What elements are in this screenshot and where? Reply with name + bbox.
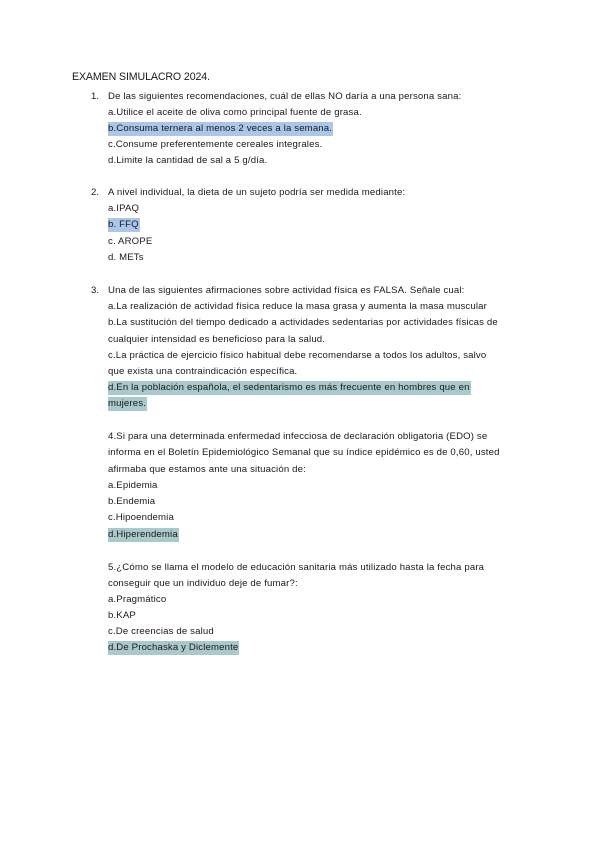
question-number: 2. <box>91 187 100 198</box>
option-highlighted: b. FFQ <box>108 219 139 230</box>
option-highlighted: d.Hiperendemia <box>108 529 178 540</box>
option: b.La sustitución del tiempo dedicado a actividades sedentarias por actividades físicas de <box>108 317 498 328</box>
option: b.Endemia <box>108 496 156 507</box>
option-highlighted: d.En la población española, el sedentarismo es más frecuente en hombres que en <box>108 382 470 393</box>
option: d.Limite la cantidad de sal a 5 g/día. <box>108 155 268 166</box>
question-text: informa en el Boletín Epidemiológico Semanal que su índice epidémico es de 0,60, usted <box>108 447 500 458</box>
option-highlighted: b.Consuma ternera al menos 2 veces a la semana. <box>108 123 333 134</box>
option: que exista una contraindicación específica. <box>108 366 298 377</box>
question-text: 5.¿Cómo se llama el modelo de educación sanitaria más utilizado hasta la fecha para <box>108 562 485 573</box>
option: a.La realización de actividad física reduce la masa grasa y aumenta la masa muscular <box>108 301 487 312</box>
question-text: A nivel individual, la dieta de un sujeto podría ser medida mediante: <box>108 187 406 198</box>
option: c.La práctica de ejercicio físico habitual debe recomendarse a todos los adultos, salvo <box>108 350 487 361</box>
option-highlighted: d.De Prochaska y Diclemente <box>108 642 239 653</box>
option: c. AROPE <box>108 236 153 247</box>
option: a.Epidemia <box>108 480 158 491</box>
question-text: conseguir que un individuo deje de fumar?: <box>108 578 298 589</box>
question-number: 1. <box>91 91 100 102</box>
option: a.Utilice el aceite de oliva como principal fuente de grasa. <box>108 107 362 118</box>
option: d. METs <box>108 252 144 263</box>
option: c.Consume preferentemente cereales integrales. <box>108 139 323 150</box>
question-number: 3. <box>91 285 100 296</box>
question-text: afirmaba que estamos ante una situación de: <box>108 464 306 475</box>
option: a.IPAQ <box>108 203 140 214</box>
option-highlighted: mujeres. <box>108 398 146 409</box>
option: c.Hipoendemia <box>108 512 174 523</box>
option: a.Pragmático <box>108 594 167 605</box>
option: b.KAP <box>108 610 136 621</box>
exam-title: EXAMEN SIMULACRO 2024. <box>72 71 210 83</box>
option: c.De creencias de salud <box>108 626 214 637</box>
question-text: De las siguientes recomendaciones, cuál de ellas NO daría a una persona sana: <box>108 91 462 102</box>
option: cualquier intensidad es beneficioso para la salud. <box>108 334 326 345</box>
question-text: Una de las siguientes afirmaciones sobre actividad física es FALSA. Señale cual: <box>108 285 465 296</box>
question-text: 4.Si para una determinada enfermedad infecciosa de declaración obligatoria (EDO) se <box>108 431 488 442</box>
